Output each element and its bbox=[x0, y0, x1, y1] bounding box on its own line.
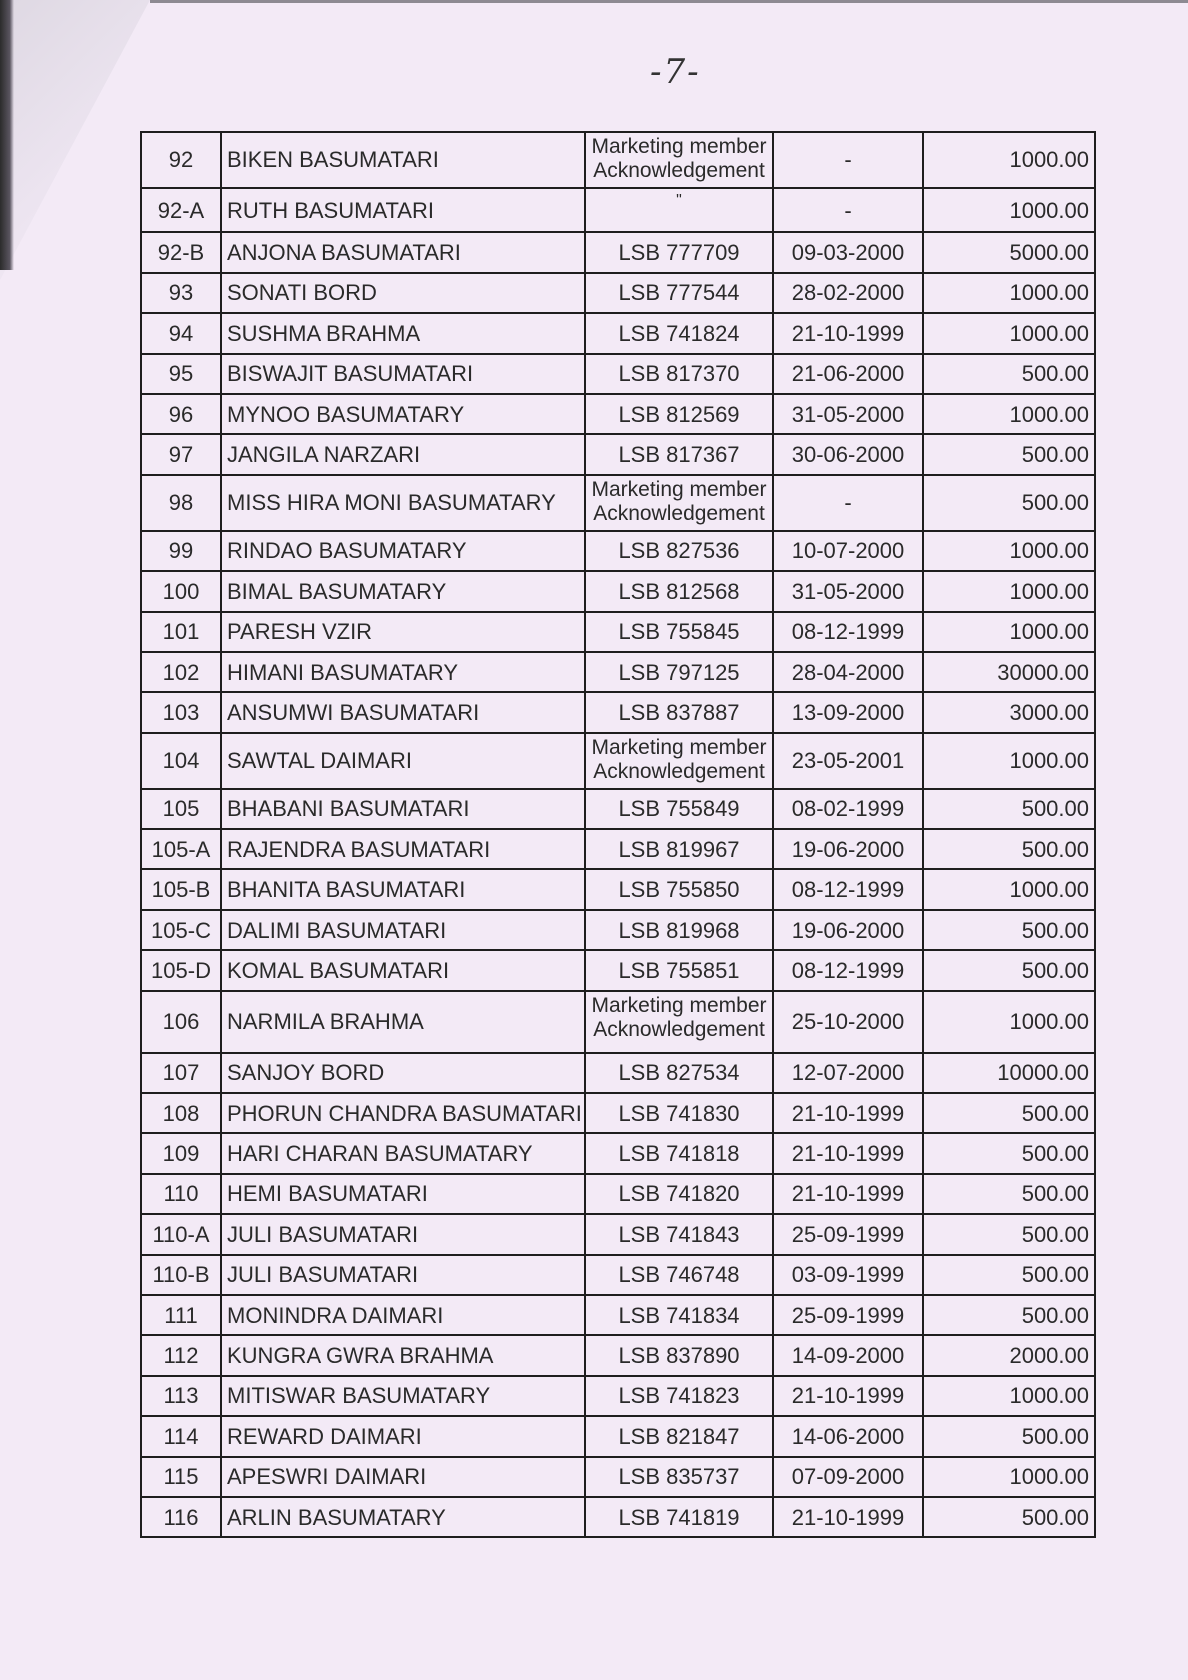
table-row bbox=[141, 531, 1095, 571]
table-row bbox=[141, 313, 1095, 353]
amount-cell: 1000.00 bbox=[923, 394, 1095, 434]
reference-cell: LSB 755851 bbox=[585, 950, 773, 990]
date-cell: 25-09-1999 bbox=[773, 1295, 923, 1335]
date-cell: 25-10-2000 bbox=[773, 991, 923, 1053]
date-cell: 19-06-2000 bbox=[773, 910, 923, 950]
table-row bbox=[141, 1376, 1095, 1416]
serial-number-cell: 105-D bbox=[141, 950, 221, 990]
amount-cell: 1000.00 bbox=[923, 273, 1095, 313]
date-cell: 08-02-1999 bbox=[773, 789, 923, 829]
amount-cell: 1000.00 bbox=[923, 612, 1095, 652]
amount-cell: 2000.00 bbox=[923, 1335, 1095, 1375]
member-name-cell: RINDAO BASUMATARY bbox=[221, 531, 585, 571]
reference-cell: LSB 755850 bbox=[585, 869, 773, 909]
amount-cell: 500.00 bbox=[923, 1295, 1095, 1335]
reference-cell: LSB 819968 bbox=[585, 910, 773, 950]
date-cell: 21-10-1999 bbox=[773, 1133, 923, 1173]
serial-number-cell: 111 bbox=[141, 1295, 221, 1335]
reference-cell: LSB 741820 bbox=[585, 1174, 773, 1214]
date-cell: 03-09-1999 bbox=[773, 1255, 923, 1295]
member-name-cell: BIKEN BASUMATARI bbox=[221, 132, 585, 188]
amount-cell: 1000.00 bbox=[923, 1376, 1095, 1416]
serial-number-cell: 113 bbox=[141, 1376, 221, 1416]
table-row bbox=[141, 692, 1095, 732]
reference-line: Marketing member bbox=[591, 993, 767, 1017]
table-row bbox=[141, 1457, 1095, 1497]
reference-cell: LSB 837887 bbox=[585, 692, 773, 732]
table-row bbox=[141, 132, 1095, 188]
reference-line: Marketing member bbox=[591, 135, 767, 158]
table-row bbox=[141, 1497, 1095, 1537]
table-row bbox=[141, 571, 1095, 611]
reference-cell: LSB 827534 bbox=[585, 1053, 773, 1093]
member-name-cell: MONINDRA DAIMARI bbox=[221, 1295, 585, 1335]
serial-number-cell: 114 bbox=[141, 1416, 221, 1456]
member-name-cell: SANJOY BORD bbox=[221, 1053, 585, 1093]
member-name-cell: BHANITA BASUMATARI bbox=[221, 869, 585, 909]
table-row bbox=[141, 1093, 1095, 1133]
reference-cell: LSB 755845 bbox=[585, 612, 773, 652]
member-name-cell: MITISWAR BASUMATARY bbox=[221, 1376, 585, 1416]
table-row bbox=[141, 394, 1095, 434]
member-name-cell: APESWRI DAIMARI bbox=[221, 1457, 585, 1497]
serial-number-cell: 109 bbox=[141, 1133, 221, 1173]
member-name-cell: JULI BASUMATARI bbox=[221, 1255, 585, 1295]
serial-number-cell: 112 bbox=[141, 1335, 221, 1375]
date-cell: 09-03-2000 bbox=[773, 232, 923, 272]
serial-number-cell: 95 bbox=[141, 354, 221, 394]
reference-cell: LSB 812568 bbox=[585, 571, 773, 611]
reference-cell bbox=[585, 475, 773, 531]
amount-cell: 500.00 bbox=[923, 910, 1095, 950]
table-row bbox=[141, 232, 1095, 272]
serial-number-cell: 107 bbox=[141, 1053, 221, 1093]
serial-number-cell: 103 bbox=[141, 692, 221, 732]
table-row bbox=[141, 652, 1095, 692]
member-name-cell: SUSHMA BRAHMA bbox=[221, 313, 585, 353]
date-cell: 14-09-2000 bbox=[773, 1335, 923, 1375]
date-cell: 19-06-2000 bbox=[773, 829, 923, 869]
amount-cell: 500.00 bbox=[923, 950, 1095, 990]
reference-cell bbox=[585, 132, 773, 188]
serial-number-cell: 106 bbox=[141, 991, 221, 1053]
date-cell: - bbox=[773, 132, 923, 188]
reference-line: Marketing member bbox=[591, 735, 767, 759]
date-cell: 08-12-1999 bbox=[773, 612, 923, 652]
page-fold-shadow bbox=[0, 0, 150, 280]
table-row bbox=[141, 910, 1095, 950]
member-name-cell: JULI BASUMATARI bbox=[221, 1214, 585, 1254]
table-row bbox=[141, 273, 1095, 313]
date-cell: 14-06-2000 bbox=[773, 1416, 923, 1456]
date-cell: 31-05-2000 bbox=[773, 394, 923, 434]
reference-line: Marketing member bbox=[591, 477, 767, 501]
amount-cell: 1000.00 bbox=[923, 313, 1095, 353]
table-row bbox=[141, 789, 1095, 829]
member-name-cell: RUTH BASUMATARI bbox=[221, 188, 585, 232]
member-name-cell: NARMILA BRAHMA bbox=[221, 991, 585, 1053]
amount-cell: 500.00 bbox=[923, 434, 1095, 474]
amount-cell: 30000.00 bbox=[923, 652, 1095, 692]
serial-number-cell: 100 bbox=[141, 571, 221, 611]
serial-number-cell: 99 bbox=[141, 531, 221, 571]
serial-number-cell: 116 bbox=[141, 1497, 221, 1537]
reference-cell: LSB 741819 bbox=[585, 1497, 773, 1537]
reference-cell bbox=[585, 991, 773, 1053]
date-cell: 28-04-2000 bbox=[773, 652, 923, 692]
table-row bbox=[141, 1174, 1095, 1214]
reference-cell: LSB 741824 bbox=[585, 313, 773, 353]
table-row bbox=[141, 612, 1095, 652]
date-cell: 21-06-2000 bbox=[773, 354, 923, 394]
amount-cell: 500.00 bbox=[923, 354, 1095, 394]
date-cell: 21-10-1999 bbox=[773, 1376, 923, 1416]
serial-number-cell: 97 bbox=[141, 434, 221, 474]
serial-number-cell: 93 bbox=[141, 273, 221, 313]
member-name-cell: ARLIN BASUMATARY bbox=[221, 1497, 585, 1537]
reference-cell: LSB 755849 bbox=[585, 789, 773, 829]
amount-cell: 1000.00 bbox=[923, 869, 1095, 909]
member-name-cell: KUNGRA GWRA BRAHMA bbox=[221, 1335, 585, 1375]
table-row bbox=[141, 1214, 1095, 1254]
amount-cell: 500.00 bbox=[923, 1497, 1095, 1537]
member-name-cell: ANSUMWI BASUMATARI bbox=[221, 692, 585, 732]
date-cell: 30-06-2000 bbox=[773, 434, 923, 474]
amount-cell: 1000.00 bbox=[923, 132, 1095, 188]
date-cell: 08-12-1999 bbox=[773, 869, 923, 909]
table-row bbox=[141, 1416, 1095, 1456]
table-row bbox=[141, 1053, 1095, 1093]
reference-cell: LSB 819967 bbox=[585, 829, 773, 869]
member-name-cell: BHABANI BASUMATARI bbox=[221, 789, 585, 829]
serial-number-cell: 115 bbox=[141, 1457, 221, 1497]
serial-number-cell: 105-B bbox=[141, 869, 221, 909]
reference-cell: LSB 741843 bbox=[585, 1214, 773, 1254]
member-name-cell: HARI CHARAN BASUMATARY bbox=[221, 1133, 585, 1173]
table-row bbox=[141, 434, 1095, 474]
serial-number-cell: 94 bbox=[141, 313, 221, 353]
reference-line: Acknowledgement bbox=[593, 159, 765, 183]
amount-cell: 500.00 bbox=[923, 1214, 1095, 1254]
date-cell: 08-12-1999 bbox=[773, 950, 923, 990]
serial-number-cell: 104 bbox=[141, 733, 221, 789]
member-register-table bbox=[140, 131, 1096, 1538]
table-row bbox=[141, 1255, 1095, 1295]
amount-cell: 500.00 bbox=[923, 475, 1095, 531]
serial-number-cell: 105 bbox=[141, 789, 221, 829]
member-name-cell: SAWTAL DAIMARI bbox=[221, 733, 585, 789]
table-row bbox=[141, 991, 1095, 1053]
serial-number-cell: 108 bbox=[141, 1093, 221, 1133]
serial-number-cell: 98 bbox=[141, 475, 221, 531]
table-row bbox=[141, 1335, 1095, 1375]
table-row bbox=[141, 1133, 1095, 1173]
amount-cell: 500.00 bbox=[923, 829, 1095, 869]
serial-number-cell: 102 bbox=[141, 652, 221, 692]
amount-cell: 10000.00 bbox=[923, 1053, 1095, 1093]
member-name-cell: BISWAJIT BASUMATARI bbox=[221, 354, 585, 394]
reference-cell: LSB 821847 bbox=[585, 1416, 773, 1456]
amount-cell: 500.00 bbox=[923, 789, 1095, 829]
date-cell: 10-07-2000 bbox=[773, 531, 923, 571]
amount-cell: 5000.00 bbox=[923, 232, 1095, 272]
scan-edge bbox=[0, 0, 14, 270]
amount-cell: 1000.00 bbox=[923, 531, 1095, 571]
date-cell: - bbox=[773, 188, 923, 232]
serial-number-cell: 105-C bbox=[141, 910, 221, 950]
member-name-cell: DALIMI BASUMATARI bbox=[221, 910, 585, 950]
reference-cell: " bbox=[585, 188, 773, 232]
amount-cell: 1000.00 bbox=[923, 733, 1095, 789]
reference-cell: LSB 741834 bbox=[585, 1295, 773, 1335]
table-row bbox=[141, 188, 1095, 232]
amount-cell: 1000.00 bbox=[923, 188, 1095, 232]
date-cell: 21-10-1999 bbox=[773, 1174, 923, 1214]
reference-line: Acknowledgement bbox=[593, 501, 765, 525]
reference-cell: LSB 817367 bbox=[585, 434, 773, 474]
serial-number-cell: 105-A bbox=[141, 829, 221, 869]
amount-cell: 500.00 bbox=[923, 1093, 1095, 1133]
page-number: -7- bbox=[650, 52, 701, 92]
serial-number-cell: 92-A bbox=[141, 188, 221, 232]
date-cell: 21-10-1999 bbox=[773, 1497, 923, 1537]
member-name-cell: MISS HIRA MONI BASUMATARY bbox=[221, 475, 585, 531]
reference-cell bbox=[585, 733, 773, 789]
reference-cell: LSB 837890 bbox=[585, 1335, 773, 1375]
serial-number-cell: 110-B bbox=[141, 1255, 221, 1295]
reference-cell: LSB 827536 bbox=[585, 531, 773, 571]
member-name-cell: ANJONA BASUMATARI bbox=[221, 232, 585, 272]
date-cell: 31-05-2000 bbox=[773, 571, 923, 611]
member-name-cell: REWARD DAIMARI bbox=[221, 1416, 585, 1456]
amount-cell: 1000.00 bbox=[923, 991, 1095, 1053]
date-cell: 12-07-2000 bbox=[773, 1053, 923, 1093]
member-name-cell: PHORUN CHANDRA BASUMATARI bbox=[221, 1093, 585, 1133]
reference-line: Acknowledgement bbox=[593, 759, 765, 783]
reference-cell: LSB 746748 bbox=[585, 1255, 773, 1295]
date-cell: 23-05-2001 bbox=[773, 733, 923, 789]
date-cell: - bbox=[773, 475, 923, 531]
member-name-cell: PARESH VZIR bbox=[221, 612, 585, 652]
member-name-cell: HIMANI BASUMATARY bbox=[221, 652, 585, 692]
member-name-cell: HEMI BASUMATARI bbox=[221, 1174, 585, 1214]
table-row bbox=[141, 1295, 1095, 1335]
member-name-cell: MYNOO BASUMATARY bbox=[221, 394, 585, 434]
table-row bbox=[141, 869, 1095, 909]
reference-cell: LSB 797125 bbox=[585, 652, 773, 692]
serial-number-cell: 110-A bbox=[141, 1214, 221, 1254]
reference-cell: LSB 835737 bbox=[585, 1457, 773, 1497]
member-name-cell: JANGILA NARZARI bbox=[221, 434, 585, 474]
reference-cell: LSB 741818 bbox=[585, 1133, 773, 1173]
serial-number-cell: 92-B bbox=[141, 232, 221, 272]
member-name-cell: KOMAL BASUMATARI bbox=[221, 950, 585, 990]
date-cell: 07-09-2000 bbox=[773, 1457, 923, 1497]
table-row bbox=[141, 475, 1095, 531]
serial-number-cell: 92 bbox=[141, 132, 221, 188]
amount-cell: 500.00 bbox=[923, 1255, 1095, 1295]
table-row bbox=[141, 829, 1095, 869]
reference-cell: LSB 741823 bbox=[585, 1376, 773, 1416]
date-cell: 25-09-1999 bbox=[773, 1214, 923, 1254]
date-cell: 21-10-1999 bbox=[773, 1093, 923, 1133]
reference-line: Acknowledgement bbox=[593, 1017, 765, 1041]
table-row bbox=[141, 354, 1095, 394]
reference-cell: LSB 817370 bbox=[585, 354, 773, 394]
reference-cell: LSB 777544 bbox=[585, 273, 773, 313]
reference-cell: LSB 812569 bbox=[585, 394, 773, 434]
amount-cell: 500.00 bbox=[923, 1416, 1095, 1456]
serial-number-cell: 110 bbox=[141, 1174, 221, 1214]
table-row bbox=[141, 950, 1095, 990]
page-top-edge bbox=[150, 0, 1188, 3]
date-cell: 21-10-1999 bbox=[773, 313, 923, 353]
serial-number-cell: 96 bbox=[141, 394, 221, 434]
table-row bbox=[141, 733, 1095, 789]
reference-cell: LSB 777709 bbox=[585, 232, 773, 272]
date-cell: 13-09-2000 bbox=[773, 692, 923, 732]
member-name-cell: RAJENDRA BASUMATARI bbox=[221, 829, 585, 869]
amount-cell: 1000.00 bbox=[923, 1457, 1095, 1497]
date-cell: 28-02-2000 bbox=[773, 273, 923, 313]
member-name-cell: SONATI BORD bbox=[221, 273, 585, 313]
serial-number-cell: 101 bbox=[141, 612, 221, 652]
amount-cell: 1000.00 bbox=[923, 571, 1095, 611]
amount-cell: 3000.00 bbox=[923, 692, 1095, 732]
reference-cell: LSB 741830 bbox=[585, 1093, 773, 1133]
amount-cell: 500.00 bbox=[923, 1174, 1095, 1214]
member-name-cell: BIMAL BASUMATARY bbox=[221, 571, 585, 611]
amount-cell: 500.00 bbox=[923, 1133, 1095, 1173]
